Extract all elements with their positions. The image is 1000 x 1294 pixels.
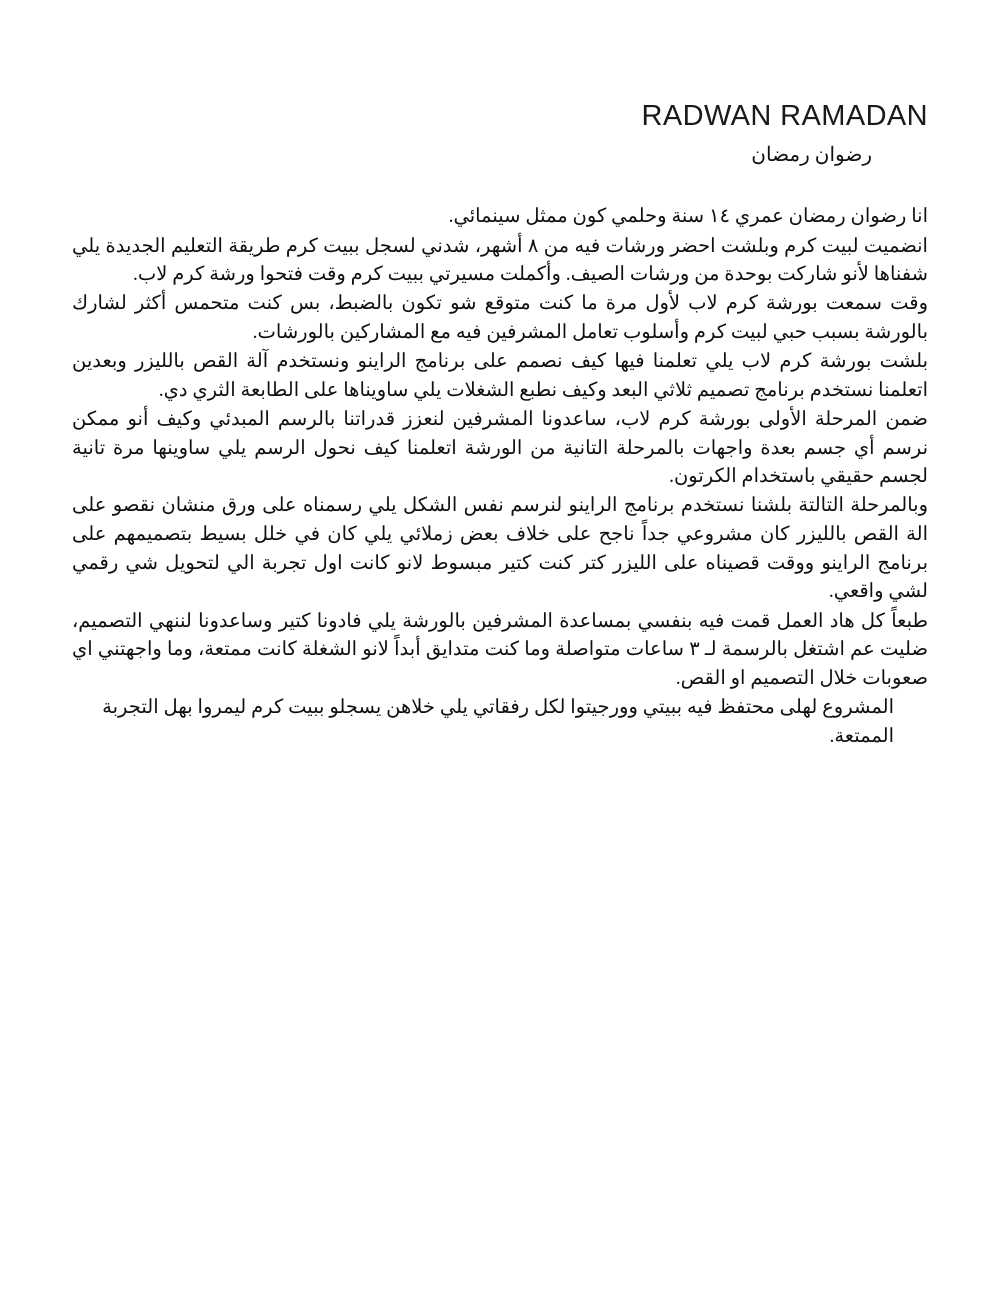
paragraph-stage-one-two: ضمن المرحلة الأولى بورشة كرم لاب، ساعدونا المشرفين لنعزز قدراتنا بالرسم المبدئي وكيف أنو ممكن نرسم أي جسم بعدة واجهات بالمرحلة التانية من الورشة اتعلمنا كيف نحول الرسم يلي ساوينها مرة تانية لجسم حقيقي باستخدام الكرتون. bbox=[72, 408, 928, 488]
document-body bbox=[72, 203, 928, 751]
paragraph-workshop-skills: بلشت بورشة كرم لاب يلي تعلمنا فيها كيف نصمم على برنامج الراينو ونستخدم آلة القص بالليزر وبعدين اتعلمنا نستخدم برنامج تصميم ثلاثي البعد وكيف نطبع الشغلات يلي ساويناها على الطابعة الثري دي. bbox=[72, 351, 928, 401]
paragraph-stage-three: وبالمرحلة التالتة بلشنا نستخدم برنامج الراينو لنرسم نفس الشكل يلي رسمناه على ورق منشان نقصو على الة القص بالليزر كان مشروعي جداً ناجح على خلاف بعض زملائي يلي كان في خلل بسيط بتصميمهم على برنامج الراينو ووقت قصيناه على الليزر كتر كنت كتير مبسوط لانو كانت اول تجربة الي لتحويل شي رقمي لشي واقعي. bbox=[72, 495, 928, 603]
page-title-latin: RADWAN RAMADAN bbox=[641, 100, 928, 132]
document-header bbox=[72, 100, 928, 167]
paragraph-personal-effort: طبعاً كل هاد العمل قمت فيه بنفسي بمساعدة المشرفين بالورشة يلي فادونا كتير وساعدونا لننهي التصميم، ضليت عم اشتغل بالرسمة لـ ٣ ساعات متواصلة وما كنت متدايق أبداً لانو الشغلة كانت ممتعة، وما واجهتني اي صعوبات خلال التصميم او القص. bbox=[72, 610, 928, 689]
paragraph-first-impression: وقت سمعت بورشة كرم لاب لأول مرة ما كنت متوقع شو تكون بالضبط، بس كنت متحمس أكثر لشارك بالورشة بسبب حبي لبيت كرم وأسلوب تعامل المشرفين فيه مع المشاركين بالورشات. bbox=[72, 293, 928, 343]
page-title-arabic: رضوان رمضان bbox=[751, 144, 872, 167]
paragraph-closing: المشروع لهلى محتفظ فيه ببيتي وورجيتوا لكل رفقاتي يلي خلاهن يسجلو ببيت كرم ليمروا بهل التجربة الممتعة. bbox=[102, 697, 894, 747]
paragraph-joining-bait-karam: انضميت لبيت كرم وبلشت احضر ورشات فيه من ٨ أشهر، شدني لسجل ببيت كرم طريقة التعليم الجديدة يلي شفناها لأنو شاركت بوحدة من ورشات الصيف. وأكملت مسيرتي ببيت كرم وقت فتحوا ورشة كرم لاب. bbox=[72, 235, 928, 286]
paragraph-intro: انا رضوان رمضان عمري ١٤ سنة وحلمي كون ممثل سينمائي. bbox=[448, 206, 928, 228]
